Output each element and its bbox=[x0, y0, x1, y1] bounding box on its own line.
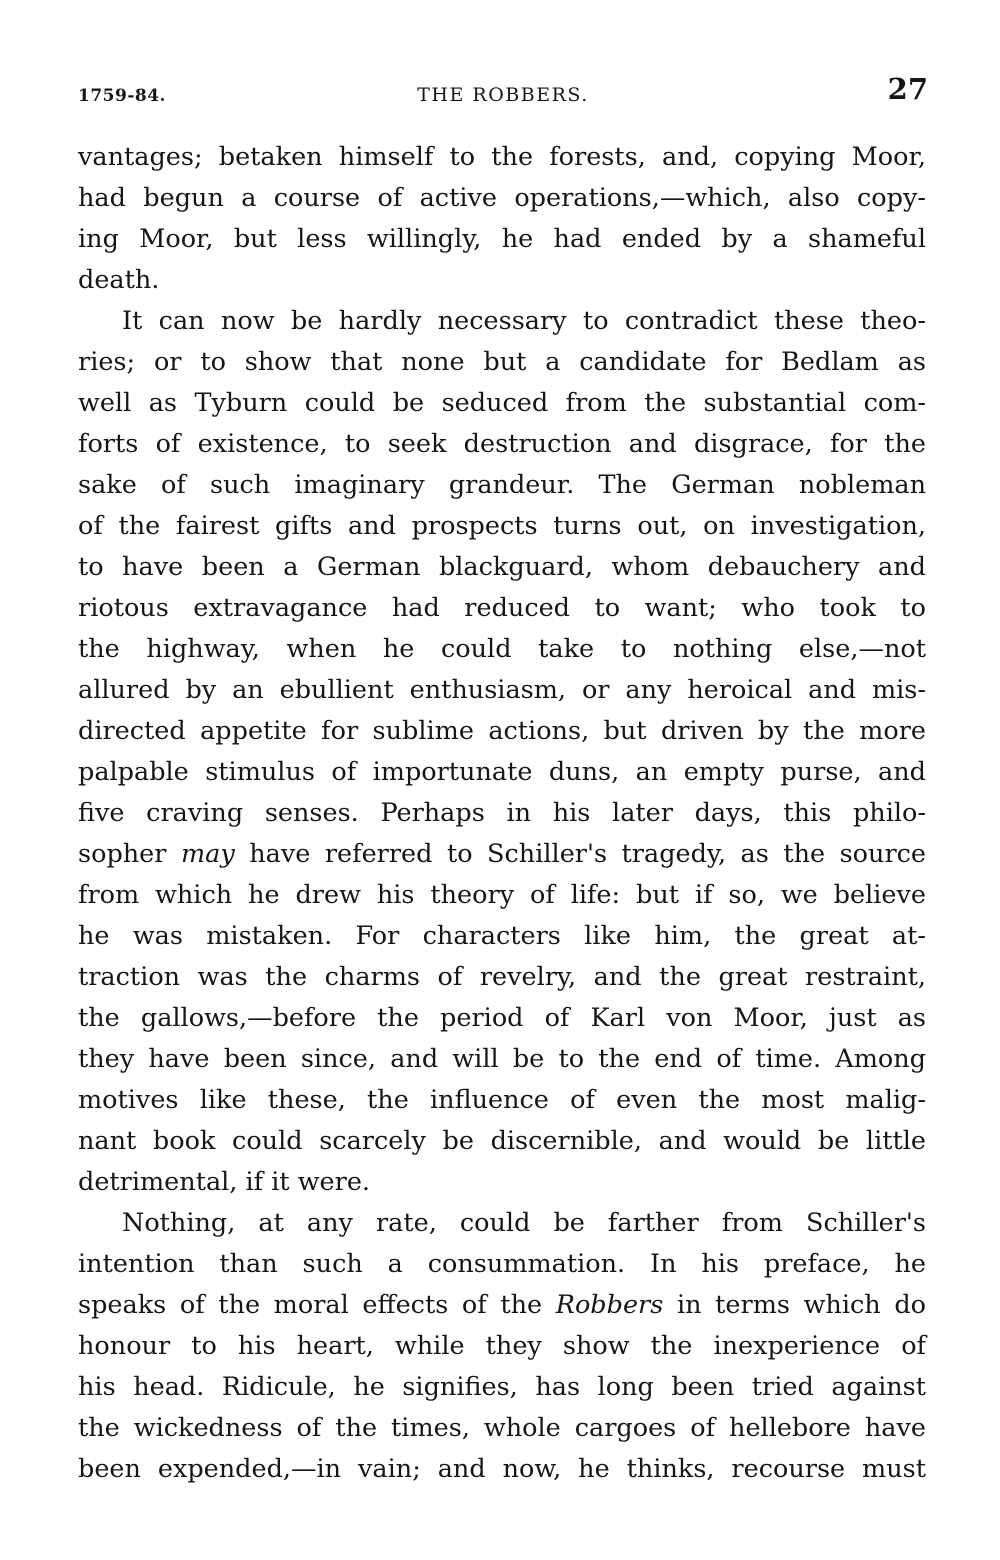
header-title: THE ROBBERS. bbox=[417, 84, 589, 106]
body-text bbox=[78, 137, 926, 1490]
text-line: the highway, when he could take to nothing else,—not bbox=[78, 634, 926, 664]
text-line: they have been since, and will be to the end of time. Among bbox=[78, 1044, 926, 1074]
text-line: sopher may have referred to Schiller's tragedy, as the source bbox=[78, 839, 926, 869]
text-line: forts of existence, to seek destruction and disgrace, for the bbox=[78, 429, 926, 459]
text-line: speaks of the moral effects of the Robbers in terms which do bbox=[78, 1290, 927, 1320]
text-line: detrimental, if it were. bbox=[78, 1167, 371, 1197]
paragraph bbox=[78, 1203, 926, 1490]
text-line: had begun a course of active operations,—which, also copy- bbox=[78, 183, 926, 213]
text-line: the gallows,—before the period of Karl von Moor, just as bbox=[78, 1003, 926, 1033]
text-line: directed appetite for sublime actions, but driven by the more bbox=[78, 716, 926, 746]
paragraph bbox=[78, 301, 926, 1203]
text-line: intention than such a consummation. In his preface, he bbox=[78, 1249, 926, 1279]
text-line: honour to his heart, while they show the inexperience of bbox=[78, 1331, 926, 1361]
text-line: It can now be hardly necessary to contradict these theo- bbox=[122, 306, 926, 336]
paragraph bbox=[78, 137, 926, 301]
text-line: been expended,—in vain; and now, he thinks, recourse must bbox=[78, 1454, 926, 1484]
text-line: palpable stimulus of importunate duns, an empty purse, and bbox=[78, 757, 926, 787]
text-line: sake of such imaginary grandeur. The German nobleman bbox=[78, 470, 926, 500]
text-line: ing Moor, but less willingly, he had ended by a shameful bbox=[78, 224, 926, 254]
text-line: allured by an ebullient enthusiasm, or any heroical and mis- bbox=[78, 675, 926, 705]
page-number: 27 bbox=[887, 72, 928, 106]
text-line: traction was the charms of revelry, and the great restraint, bbox=[78, 962, 926, 992]
text-line: Nothing, at any rate, could be farther from Schiller's bbox=[122, 1208, 926, 1238]
text-line: he was mistaken. For characters like him, the great at- bbox=[78, 921, 926, 951]
italic-term: Robbers bbox=[555, 1290, 664, 1320]
text-line: his head. Ridicule, he signifies, has long been tried against bbox=[78, 1372, 926, 1402]
text-line: riotous extravagance had reduced to want; who took to bbox=[78, 593, 926, 623]
text-line: five craving senses. Perhaps in his later days, this philo- bbox=[78, 798, 926, 828]
text-line: ries; or to show that none but a candidate for Bedlam as bbox=[78, 347, 926, 377]
header-years: 1759-84. bbox=[78, 86, 166, 106]
text-line: nant book could scarcely be discernible, and would be little bbox=[78, 1126, 926, 1156]
italic-term: may bbox=[180, 839, 235, 869]
text-line: vantages; betaken himself to the forests, and, copying Moor, bbox=[78, 142, 926, 172]
text-line: motives like these, the influence of even the most malig- bbox=[78, 1085, 926, 1115]
text-line: death. bbox=[78, 265, 160, 295]
running-header bbox=[78, 72, 928, 112]
text-line: of the fairest gifts and prospects turns out, on investigation, bbox=[78, 511, 926, 541]
text-line: to have been a German blackguard, whom debauchery and bbox=[78, 552, 926, 582]
text-line: the wickedness of the times, whole cargoes of hellebore have bbox=[78, 1413, 926, 1443]
text-line: well as Tyburn could be seduced from the substantial com- bbox=[78, 388, 926, 418]
text-line: from which he drew his theory of life: but if so, we believe bbox=[78, 880, 926, 910]
